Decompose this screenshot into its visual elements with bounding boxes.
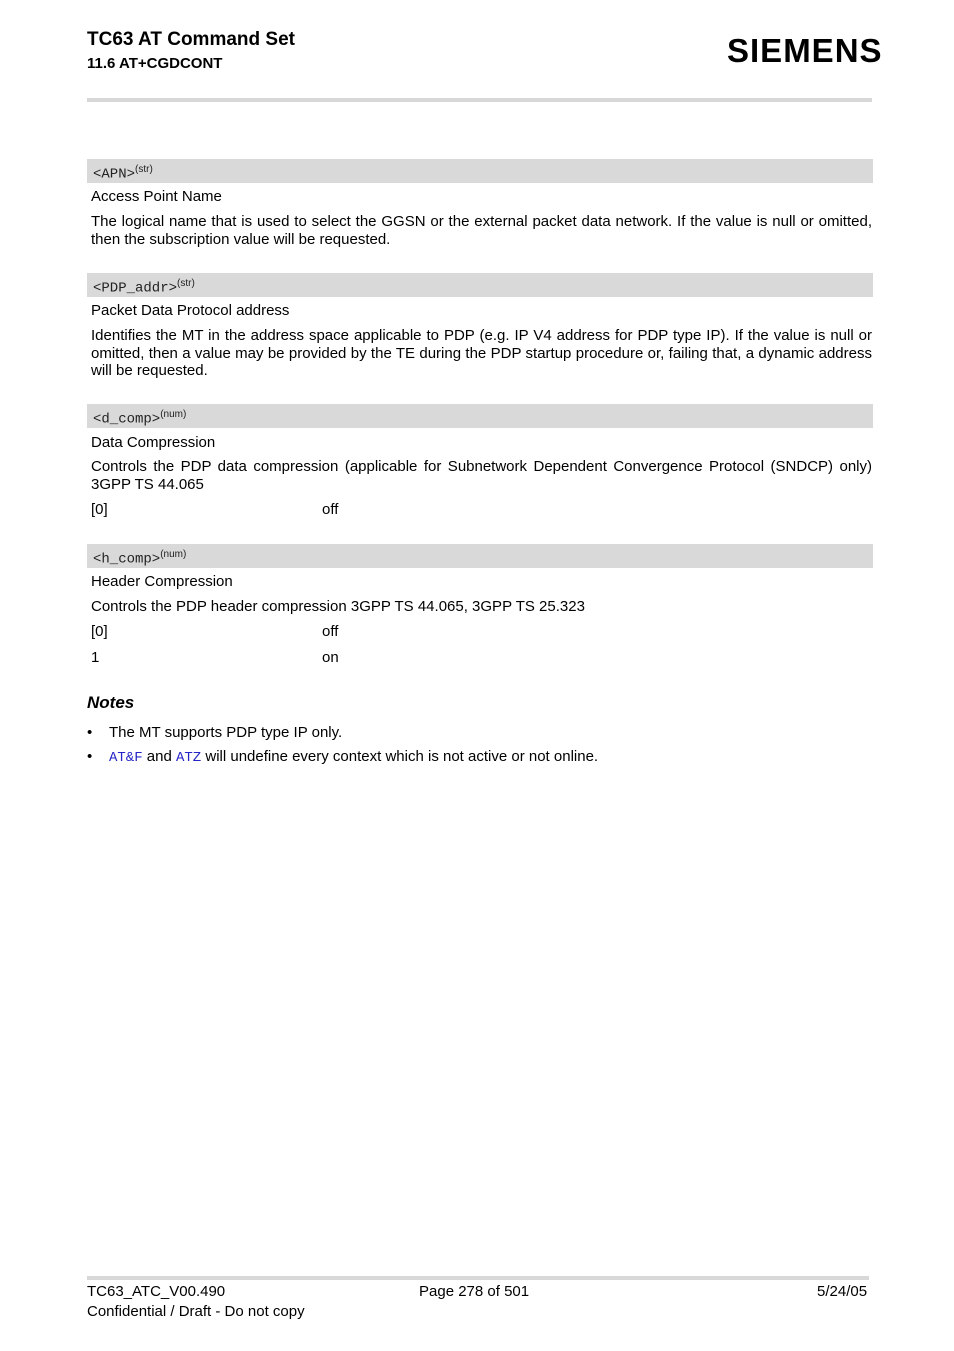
param-type: (num) [160, 409, 187, 420]
footer-doc-id: TC63_ATC_V00.490 [87, 1283, 226, 1300]
value-code: 1 [91, 649, 100, 666]
value-meaning: off [322, 623, 339, 640]
param-description: Identifies the MT in the address space applicable to PDP (e.g. IP V4 address for PDP type IP). If the value is null or omitted, then a value may be provided by the TE during the PDP startup procedure or, failing that, a dynamic address will be requested. [91, 327, 872, 379]
param-description: Controls the PDP header compression 3GPP TS 44.065, 3GPP TS 25.323 [91, 598, 585, 615]
notes-heading: Notes [87, 693, 135, 712]
header-divider [87, 98, 872, 102]
param-header-pdp-addr [87, 273, 873, 297]
param-type: (str) [177, 278, 195, 289]
footer-page-number: Page 278 of 501 [419, 1283, 530, 1300]
footer-date: 5/24/05 [817, 1283, 868, 1300]
value-meaning: on [322, 649, 339, 666]
param-name: Header Compression [91, 573, 233, 590]
at-f-link[interactable]: AT&F [109, 750, 143, 766]
param-type: (num) [160, 549, 187, 560]
param-name: Data Compression [91, 434, 216, 451]
param-code: <d_comp> [93, 411, 161, 428]
param-type: (str) [135, 164, 153, 175]
param-code: <PDP_addr> [93, 280, 178, 297]
param-header-d-comp [87, 404, 873, 428]
value-meaning: off [322, 501, 339, 518]
value-code: [0] [91, 623, 108, 640]
note-text: and [142, 748, 176, 765]
siemens-logo: SIEMENS [727, 32, 883, 69]
note-text: will undefine every context which is not active or not online. [201, 748, 599, 765]
atz-link[interactable]: ATZ [175, 750, 202, 766]
bullet-icon: • [87, 724, 93, 741]
param-name: Packet Data Protocol address [91, 302, 290, 319]
param-code: <APN> [93, 166, 136, 183]
value-code: [0] [91, 501, 108, 518]
param-description: The logical name that is used to select the GGSN or the external packet data network. If the value is null or omitted, then the subscription value will be requested. [91, 213, 872, 248]
param-header-h-comp [87, 544, 873, 568]
note-item [109, 748, 598, 766]
document-title: TC63 AT Command Set [87, 29, 295, 50]
param-name: Access Point Name [91, 188, 222, 205]
section-title: 11.6 AT+CGDCONT [87, 55, 223, 72]
footer-divider [87, 1276, 869, 1280]
param-header-apn [87, 159, 873, 183]
bullet-icon: • [87, 748, 93, 765]
param-code: <h_comp> [93, 551, 161, 568]
note-item: The MT supports PDP type IP only. [109, 724, 343, 741]
param-description: Controls the PDP data compression (applicable for Subnetwork Dependent Convergence Protocol (SNDCP) only) 3GPP TS 44.065 [91, 458, 872, 493]
footer-confidential: Confidential / Draft - Do not copy [87, 1303, 305, 1320]
